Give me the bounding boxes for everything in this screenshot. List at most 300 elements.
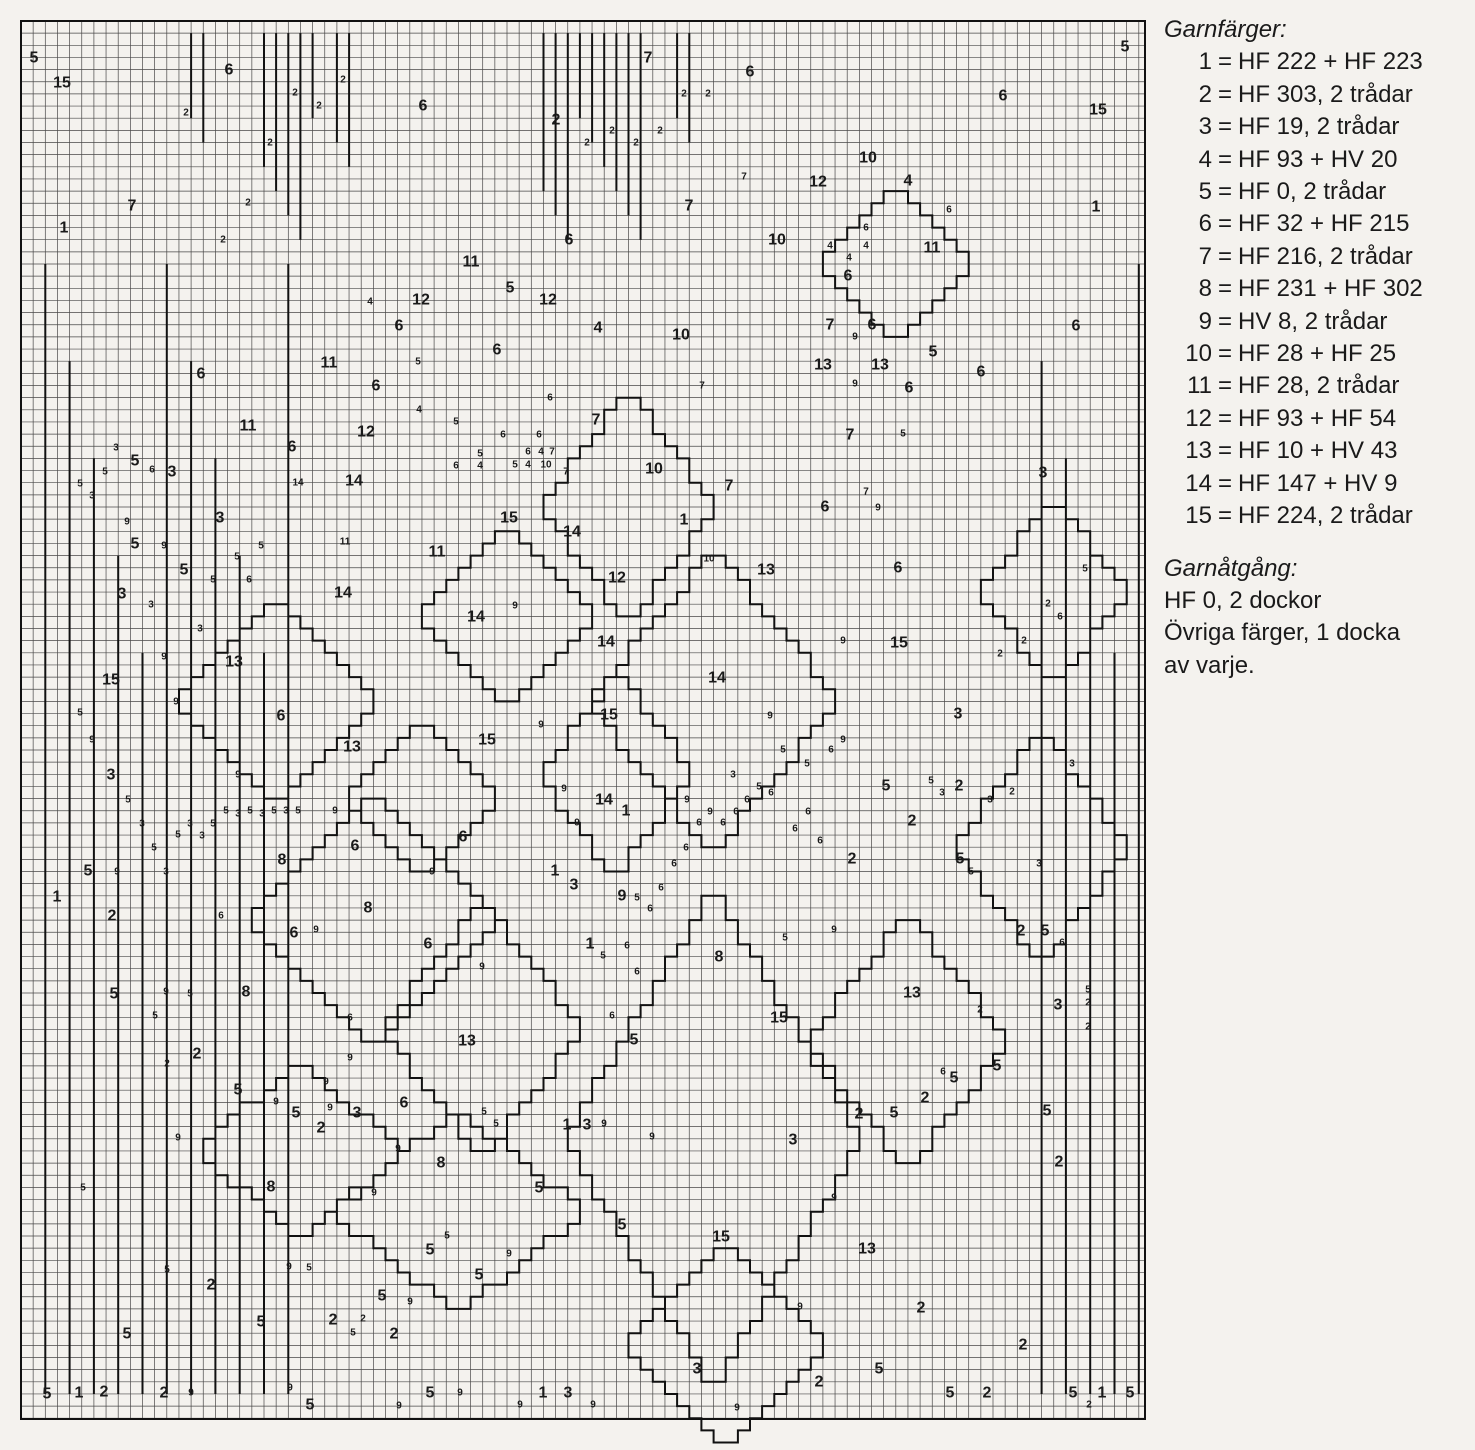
color-number-label: 5 [130,535,140,553]
legend-entry: 1 = HF 222 + HF 223 [1164,46,1469,78]
color-number-label: 6 [564,231,574,249]
legend-yarn: HF 93 + HV 20 [1238,145,1398,173]
color-number-label: 3 [563,1384,573,1402]
color-number-label: 6 [276,707,286,725]
color-number-label: 6 [347,1012,353,1024]
color-number-label: 2 [340,74,346,86]
legend-panel [1164,14,1469,682]
color-number-label: 7 [684,197,694,215]
color-number-label: 5 [780,744,786,756]
color-number-label: 9 [852,378,858,390]
color-number-label: 3 [187,818,193,830]
color-number-label: 6 [744,794,750,806]
color-number-label: 3 [113,442,119,454]
color-number-label: 9 [188,1387,194,1399]
color-number-label: 5 [164,1264,170,1276]
color-number-label: 5 [109,985,119,1003]
color-number-label: 8 [363,899,373,917]
legend-yarn: HF 224, 2 trådar [1238,502,1413,530]
color-number-label: 7 [549,446,555,458]
color-number-label: 5 [1068,1384,1078,1402]
color-number-label: 6 [399,1094,409,1112]
color-number-label: 2 [705,88,711,100]
color-number-label: 5 [377,1287,387,1305]
color-number-label: 9 [173,696,179,708]
color-number-label: 4 [538,446,544,458]
legend-number: 11 [1187,372,1212,400]
color-number-label: 5 [481,1106,487,1118]
color-number-label: 5 [125,794,131,806]
color-number-label: 6 [893,559,903,577]
color-number-label: 12 [412,291,430,309]
legend-number: 2 [1198,80,1212,108]
color-number-label: 5 [617,1216,627,1234]
color-number-label: 2 [916,1299,926,1317]
color-number-label: 5 [477,448,483,460]
color-number-label: 9 [617,887,627,905]
color-number-label: 9 [601,1118,607,1130]
color-number-label: 9 [347,1052,353,1064]
color-number-label: 5 [80,1182,86,1194]
color-number-label: 9 [574,817,580,829]
legend-number: 5 [1198,178,1212,206]
color-number-label: 5 [900,428,906,440]
color-number-label: 9 [797,1301,803,1313]
color-number-label: 7 [741,171,747,183]
color-number-label: 6 [371,377,381,395]
color-number-label: 5 [210,818,216,830]
color-number-label: 9 [767,710,773,722]
color-number-label: 6 [820,498,830,516]
color-number-label: 6 [940,1066,946,1078]
color-number-label: 6 [647,903,653,915]
legend-yarn: HF 222 + HF 223 [1238,48,1423,76]
color-number-label: 13 [225,653,243,671]
color-number-label: 2 [159,1384,169,1402]
color-number-label: 7 [724,477,734,495]
legend-yarn: HF 216, 2 trådar [1238,242,1413,270]
legend-number: 13 [1185,437,1212,465]
legend-yarn: HF 32 + HF 215 [1238,210,1410,238]
legend-yarn: HF 0, 2 trådar [1238,178,1387,206]
color-number-label: 2 [267,137,273,149]
color-number-label: 5 [42,1385,52,1403]
color-number-label: 12 [809,173,827,191]
color-number-label: 1 [621,802,631,820]
legend-entry: 5 = HF 0, 2 trådar [1164,176,1469,208]
legend-yarn: HF 28 + HF 25 [1238,340,1397,368]
legend-entry: 14 = HF 147 + HV 9 [1164,468,1469,500]
color-number-label: 8 [714,948,724,966]
color-number-label: 6 [946,204,952,216]
color-number-label: 5 [77,707,83,719]
color-number-label: 5 [234,551,240,563]
color-number-label: 6 [224,61,234,79]
color-number-label: 5 [881,777,891,795]
color-number-label: 2 [609,125,615,137]
color-number-label: 5 [77,478,83,490]
legend-yarn: HF 28, 2 trådar [1238,372,1400,400]
color-number-label: 7 [643,49,653,67]
color-number-label: 6 [609,1010,615,1022]
color-number-label: 9 [734,1402,740,1414]
color-number-label: 2 [206,1276,216,1294]
legend-number: 9 [1198,307,1212,335]
legend-number: 12 [1185,404,1212,432]
color-number-label: 9 [684,794,690,806]
legend-yarn: HF 10 + HV 43 [1238,437,1398,465]
color-number-label: 5 [928,775,934,787]
color-number-label: 9 [875,502,881,514]
color-number-label: 9 [840,734,846,746]
legend-number: 4 [1198,145,1212,173]
color-number-label: 5 [1082,563,1088,575]
color-number-label: 1 [1091,198,1101,216]
color-number-label: 3 [1069,758,1075,770]
color-number-label: 3 [1053,996,1063,1014]
color-number-label: 9 [840,635,846,647]
color-number-label: 4 [863,240,869,252]
color-number-label: 6 [1059,937,1065,949]
color-number-label: 7 [845,426,855,444]
color-number-label: 5 [1042,1102,1052,1120]
color-number-label: 9 [707,806,713,818]
color-number-label: 6 [500,429,506,441]
color-number-label: 6 [658,882,664,894]
color-number-label: 1 [550,862,560,880]
color-number-label: 2 [99,1383,109,1401]
color-number-label: 5 [152,1010,158,1022]
color-number-label: 8 [241,983,251,1001]
color-number-label: 5 [415,356,421,368]
color-number-label: 5 [258,540,264,552]
color-number-label: 8 [266,1178,276,1196]
color-number-label: 6 [634,966,640,978]
color-number-label: 7 [127,197,137,215]
color-number-label: 6 [350,837,360,855]
color-number-label: 9 [396,1400,402,1412]
color-number-label: 3 [235,808,241,820]
color-number-label: 3 [1036,858,1042,870]
color-number-label: 2 [389,1325,399,1343]
color-number-label: 3 [352,1104,362,1122]
usage-line: av varje. [1164,651,1255,679]
color-number-label: 12 [357,423,375,441]
color-number-label: 5 [179,561,189,579]
color-number-label: 5 [949,1069,959,1087]
color-number-label: 5 [756,781,762,793]
color-number-label: 1 [74,1384,84,1402]
legend-entry: 9 = HV 8, 2 trådar [1164,306,1469,338]
color-number-label: 7 [699,380,705,392]
legend-yarn: HF 19, 2 trådar [1238,113,1400,141]
color-number-label: 2 [847,850,857,868]
color-number-label: 6 [904,379,914,397]
color-number-label: 9 [561,783,567,795]
color-number-label: 5 [29,49,39,67]
color-number-label: 5 [247,805,253,817]
color-number-label: 4 [593,319,603,337]
color-number-label: 9 [286,1261,292,1273]
color-number-label: 14 [467,608,485,626]
color-number-label: 5 [444,1230,450,1242]
color-number-label: 7 [825,316,835,334]
color-number-label: 5 [306,1262,312,1274]
color-number-label: 2 [1085,1021,1091,1033]
color-number-label: 13 [858,1240,876,1258]
color-number-label: 14 [595,791,613,809]
color-number-label: 10 [859,149,877,167]
color-number-label: 9 [124,516,130,528]
color-number-label: 12 [608,569,626,587]
color-number-label: 3 [730,769,736,781]
color-number-label: 2 [920,1089,930,1107]
color-number-label: 13 [343,738,361,756]
legend-number: 15 [1185,502,1212,530]
color-number-label: 8 [436,1154,446,1172]
color-number-label: 5 [291,1104,301,1122]
color-number-label: 6 [976,363,986,381]
color-number-label: 6 [863,222,869,234]
legend-yarn: HV 8, 2 trådar [1238,307,1388,335]
color-number-label: 15 [53,74,71,92]
color-number-label: 2 [292,87,298,99]
color-number-label: 2 [220,234,226,246]
color-number-label: 4 [846,252,852,264]
color-number-label: 15 [478,731,496,749]
color-number-label: 3 [117,585,127,603]
color-number-label: 2 [1021,635,1027,647]
color-number-label: 6 [418,97,428,115]
color-number-label: 2 [1054,1153,1064,1171]
color-number-label: 5 [600,950,606,962]
color-number-label: 3 [788,1131,798,1149]
color-number-label: 9 [114,866,120,878]
color-number-label: 2 [192,1045,202,1063]
color-number-label: 5 [889,1104,899,1122]
color-number-label: 3 [89,490,95,502]
color-number-label: 6 [624,940,630,952]
color-number-label: 5 [223,805,229,817]
color-number-label: 6 [1071,317,1081,335]
color-number-label: 2 [977,1004,983,1016]
color-number-label: 11 [239,417,257,435]
legend-yarn: HF 231 + HF 302 [1238,275,1423,303]
color-number-label: 5 [992,1057,1002,1075]
color-number-label: 9 [273,1096,279,1108]
color-number-label: 1 [679,511,689,529]
color-number-label: 15 [890,634,908,652]
color-number-label: 6 [289,924,299,942]
color-number-label: 6 [998,87,1008,105]
color-number-label: 6 [792,823,798,835]
color-number-label: 13 [458,1032,476,1050]
legend-number: 14 [1185,469,1212,497]
color-number-label: 14 [563,523,581,541]
color-number-label: 2 [1085,997,1091,1009]
color-number-label: 2 [954,777,964,795]
color-number-label: 3 [167,463,177,481]
color-number-label: 8 [277,851,287,869]
color-number-label: 4 [367,296,373,308]
color-number-label: 10 [645,460,663,478]
color-number-label: 5 [512,459,518,471]
color-number-label: 5 [534,1179,544,1197]
color-number-label: 5 [425,1384,435,1402]
color-number-label: 3 [987,794,993,806]
color-number-label: 2 [316,1119,326,1137]
color-number-label: 3 [259,808,265,820]
color-number-label: 6 [828,744,834,756]
color-number-label: 3 [163,866,169,878]
legend-entry: 2 = HF 303, 2 trådar [1164,79,1469,111]
color-number-label: 5 [804,758,810,770]
legend-entry: 11 = HF 28, 2 trådar [1164,370,1469,402]
color-number-label: 9 [327,1102,333,1114]
color-number-label: 6 [843,267,853,285]
color-number-label: 5 [955,850,965,868]
color-number-label: 4 [416,404,422,416]
color-number-label: 5 [233,1081,243,1099]
color-number-label: 5 [151,842,157,854]
color-number-label: 12 [539,291,557,309]
color-number-label: 3 [953,705,963,723]
color-number-label: 9 [429,866,435,878]
color-number-label: 5 [629,1031,639,1049]
legend-entry: 12 = HF 93 + HF 54 [1164,403,1469,435]
legend-number: 10 [1185,340,1212,368]
legend-yarn: HF 303, 2 trådar [1238,80,1413,108]
usage-line: Övriga färger, 1 docka [1164,619,1401,647]
legend-entry: 3 = HF 19, 2 trådar [1164,111,1469,143]
color-number-label: 9 [506,1248,512,1260]
color-number-label: 2 [657,125,663,137]
color-number-label: 6 [536,429,542,441]
color-number-label: 2 [982,1384,992,1402]
color-number-label: 2 [584,137,590,149]
color-number-label: 2 [107,907,117,925]
color-number-label: 3 [939,787,945,799]
color-number-label: 7 [863,486,869,498]
color-number-label: 5 [295,805,301,817]
color-number-label: 6 [196,365,206,383]
legend-entry: 10 = HF 28 + HF 25 [1164,338,1469,370]
color-number-label: 2 [1016,922,1026,940]
color-number-label: 15 [770,1009,788,1027]
legend-number: 7 [1198,242,1212,270]
yarn-usage [1164,553,1469,683]
color-number-label: 5 [874,1360,884,1378]
legend-number: 1 [1198,48,1212,76]
legend-entries [1164,46,1469,532]
color-number-label: 6 [745,63,755,81]
color-number-label: 9 [517,1399,523,1411]
color-number-label: 4 [903,172,913,190]
color-number-label: 6 [458,828,468,846]
color-number-label: 11 [320,354,338,372]
legend-yarn: HF 93 + HF 54 [1238,404,1397,432]
color-number-label: 14 [334,584,352,602]
color-number-label: 5 [425,1241,435,1259]
color-number-label: 9 [89,734,95,746]
color-number-label: 2 [814,1373,824,1391]
color-number-label: 9 [649,1131,655,1143]
color-number-label: 3 [215,509,225,527]
color-number-label: 9 [313,924,319,936]
color-number-label: 6 [423,935,433,953]
color-number-label: 6 [1057,611,1063,623]
color-number-label: 9 [395,1143,401,1155]
color-number-label: 15 [102,671,120,689]
legend-number: 6 [1198,210,1212,238]
color-number-label: 3 [139,818,145,830]
color-number-label: 5 [83,862,93,880]
color-number-label: 5 [1125,1384,1135,1402]
color-number-label: 5 [945,1384,955,1402]
color-number-label: 6 [394,317,404,335]
legend-number: 8 [1198,275,1212,303]
color-number-label: 2 [633,137,639,149]
color-number-label: 14 [345,472,363,490]
color-number-label: 3 [692,1360,702,1378]
color-number-label: 2 [183,107,189,119]
color-number-label: 3 [1038,464,1048,482]
color-number-label: 9 [479,961,485,973]
color-number-label: 3 [148,599,154,611]
color-number-label: 6 [768,787,774,799]
color-number-label: 6 [817,835,823,847]
color-number-label: 9 [831,1192,837,1204]
color-number-label: 10 [768,231,786,249]
color-number-label: 14 [597,633,615,651]
color-number-label: 10 [703,553,715,565]
color-number-label: 2 [1086,1399,1092,1411]
color-number-label: 13 [757,561,775,579]
color-number-label: 5 [474,1266,484,1284]
color-number-label: 1 [1097,1384,1107,1402]
color-number-label: 4 [477,460,483,472]
usage-line: HF 0, 2 dockor [1164,586,1322,614]
color-number-label: 9 [407,1296,413,1308]
color-number-label: 6 [733,806,739,818]
color-number-label: 9 [175,1132,181,1144]
color-number-label: 6 [492,341,502,359]
color-number-label: 6 [218,910,224,922]
color-number-label: 2 [907,812,917,830]
color-number-label: 9 [457,1387,463,1399]
color-number-label: 11 [428,543,446,561]
color-number-label: 7 [591,411,601,429]
color-number-label: 2 [328,1311,338,1329]
color-number-label: 9 [512,600,518,612]
color-number-label: 5 [782,932,788,944]
color-number-label: 5 [968,866,974,878]
color-number-label: 6 [547,392,553,404]
color-number-label: 9 [852,331,858,343]
usage-heading: Garnåtgång: [1164,554,1298,582]
color-number-label: 14 [292,477,304,489]
color-number-label: 6 [287,438,297,456]
color-number-label: 15 [712,1228,730,1246]
color-number-label: 11 [923,239,941,257]
color-number-label: 2 [245,197,251,209]
color-number-label: 5 [505,279,515,297]
color-number-label: 9 [371,1187,377,1199]
color-number-label: 5 [271,805,277,817]
color-number-label: 3 [199,830,205,842]
color-number-label: 3 [582,1116,592,1134]
color-number-label: 9 [161,651,167,663]
